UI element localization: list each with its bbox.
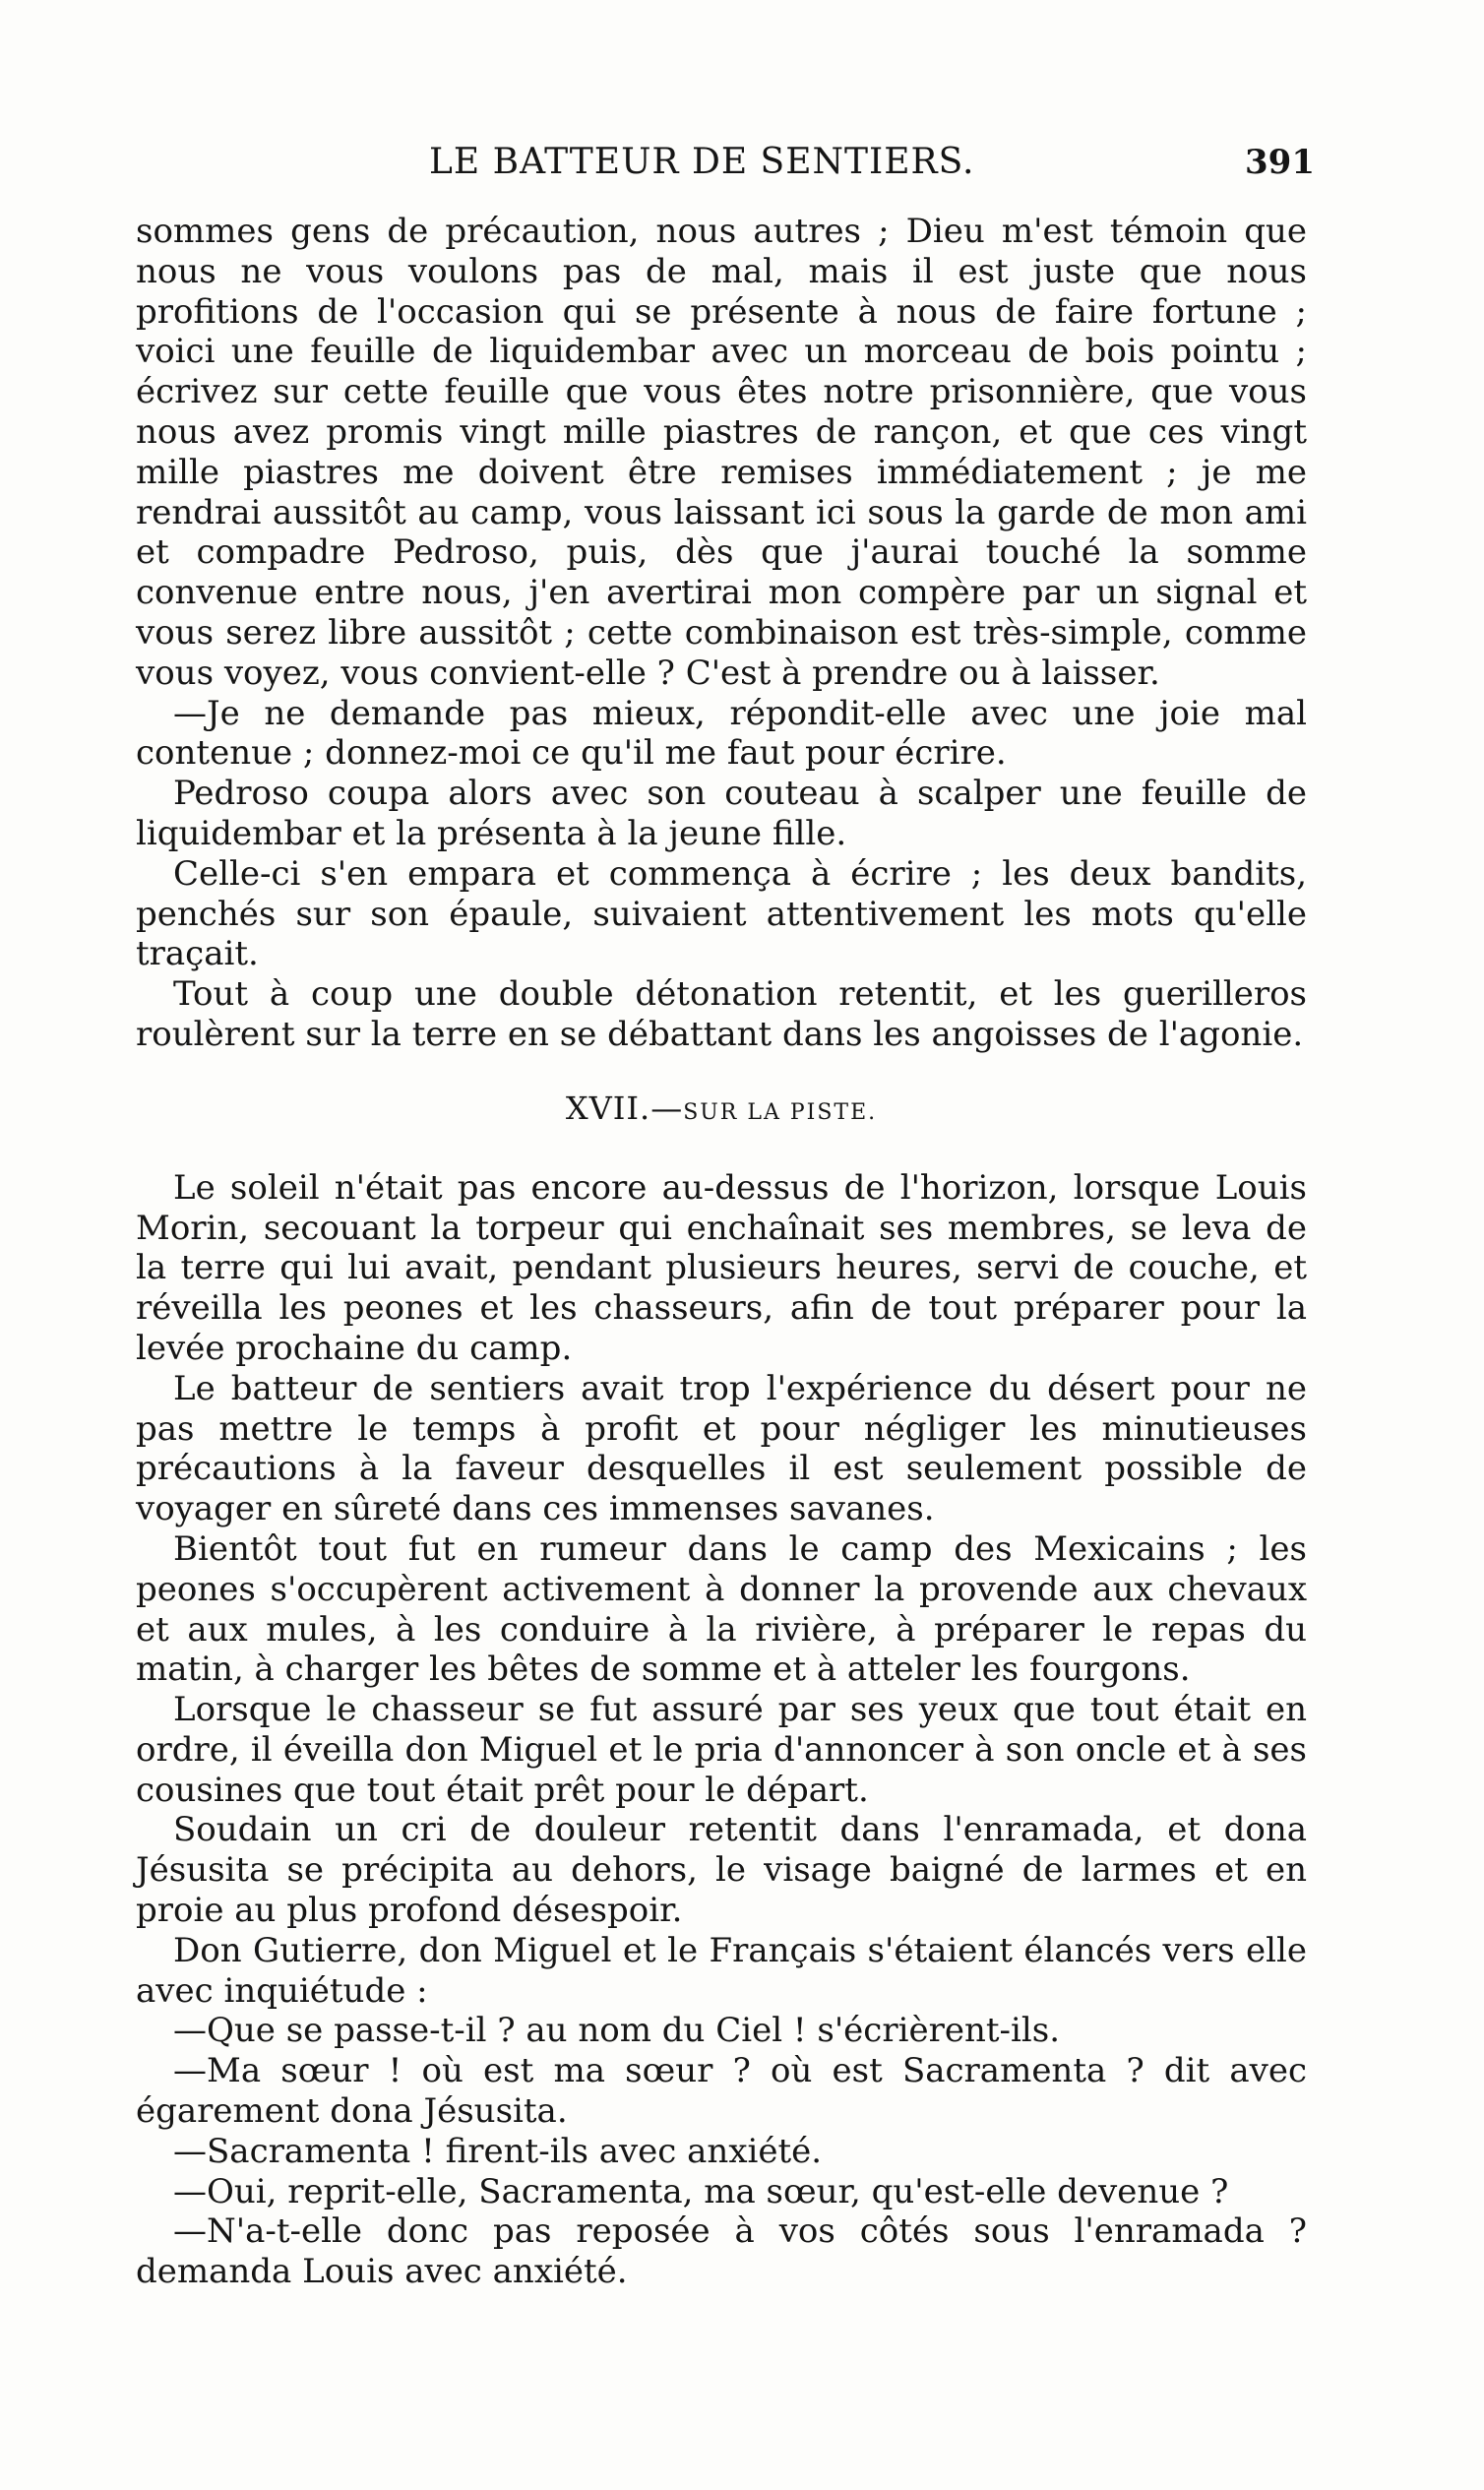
section-number: XVII. [565, 1089, 651, 1127]
paragraph: Soudain un cri de douleur retentit dans l'enramada, et dona Jésusita se précipita au dehors, le visage baigné de larmes et en proie au plus profond désespoir. [136, 1810, 1307, 1931]
paragraph: Bientôt tout fut en rumeur dans le camp des Mexicains ; les peones s'occupèrent activement à donner la provende aux chevaux et aux mules, à les conduire à la rivière, à préparer le repas du matin, à charger les bêtes de somme et à atteler les fourgons. [136, 1528, 1307, 1690]
page-number: 391 [1245, 143, 1315, 182]
paragraph: Le soleil n'était pas encore au-dessus de l'horizon, lorsque Louis Morin, secouant la torpeur qui enchaînait ses membres, se leva de la terre qui lui avait, pendant plusieurs heures, servi de couche, et réveilla les peones et les chasseurs, afin de tout préparer pour la levée prochaine du camp. [136, 1167, 1307, 1368]
body-text [136, 212, 1307, 2292]
dialogue-line: —Ma sœur ! où est ma sœur ? où est Sacramenta ? dit avec égarement dona Jésusita. [136, 2051, 1307, 2132]
paragraph: Celle-ci s'en empara et commença à écrire ; les deux bandits, penchés sur son épaule, suivaient attentivement les mots qu'elle traçait. [136, 853, 1307, 974]
dialogue-line: —Oui, reprit-elle, Sacramenta, ma sœur, qu'est-elle devenue ? [173, 2171, 1229, 2211]
paragraph: Pedroso coupa alors avec son couteau à scalper une feuille de liquidembar et la présenta à la jeune fille. [136, 774, 1307, 853]
paragraph: Tout à coup une double détonation retentit, et les guerilleros roulèrent sur la terre en se débattant dans les angoisses de l'agonie. [136, 974, 1307, 1054]
page-header [134, 138, 1315, 187]
dialogue-line: —N'a-t-elle donc pas reposée à vos côtés sous l'enramada ? demanda Louis avec anxiété. [136, 2211, 1307, 2292]
section-title: SUR LA PISTE. [683, 1099, 878, 1125]
section-heading [136, 1089, 1307, 1133]
running-title: LE BATTEUR DE SENTIERS. [429, 142, 975, 182]
paragraph: Lorsque le chasseur se fut assuré par ses yeux que tout était en ordre, il éveilla don Miguel et le pria d'annoncer à son oncle et à ses cousines que tout était prêt pour le départ. [136, 1690, 1307, 1810]
paragraph: Don Gutierre, don Miguel et le Français s'étaient élancés vers elle avec inquiétude : [136, 1930, 1307, 2011]
paragraph: —Je ne demande pas mieux, répondit-elle avec une joie mal contenue ; donnez-moi ce qu'il me faut pour écrire. [136, 693, 1307, 774]
paragraph: Le batteur de sentiers avait trop l'expérience du désert pour ne pas mettre le temps à profit et pour négliger les minutieuses précautions à la faveur desquelles il est seulement possible de voyager en sûreté dans ces immenses savanes. [136, 1368, 1307, 1529]
dialogue-line: —Sacramenta ! firent-ils avec anxiété. [173, 2131, 823, 2171]
dialogue-line: —Que se passe-t-il ? au nom du Ciel ! s'écrièrent-ils. [173, 2011, 1061, 2051]
section-dash: — [650, 1089, 684, 1127]
paragraph: sommes gens de précaution, nous autres ; Dieu m'est témoin que nous ne vous voulons pas de mal, mais il est juste que nous profitions de l'occasion qui se présente à nous de faire fortune ; voici une feuille de liquidembar avec un morceau de bois pointu ; écrivez sur cette feuille que vous êtes notre prisonnière, que vous nous avez promis vingt mille piastres de rançon, et que ces vingt mille piastres me doivent être remises immédiatement ; je me rendrai aussitôt au camp, vous laissant ici sous la garde de mon ami et compadre Pedroso, puis, dès que j'aurai touché la somme convenue entre nous, j'en avertirai mon compère par un signal et vous serez libre aussitôt ; cette combinaison est très-simple, comme vous voyez, vous convient-elle ? C'est à prendre ou à laisser. [136, 212, 1307, 693]
